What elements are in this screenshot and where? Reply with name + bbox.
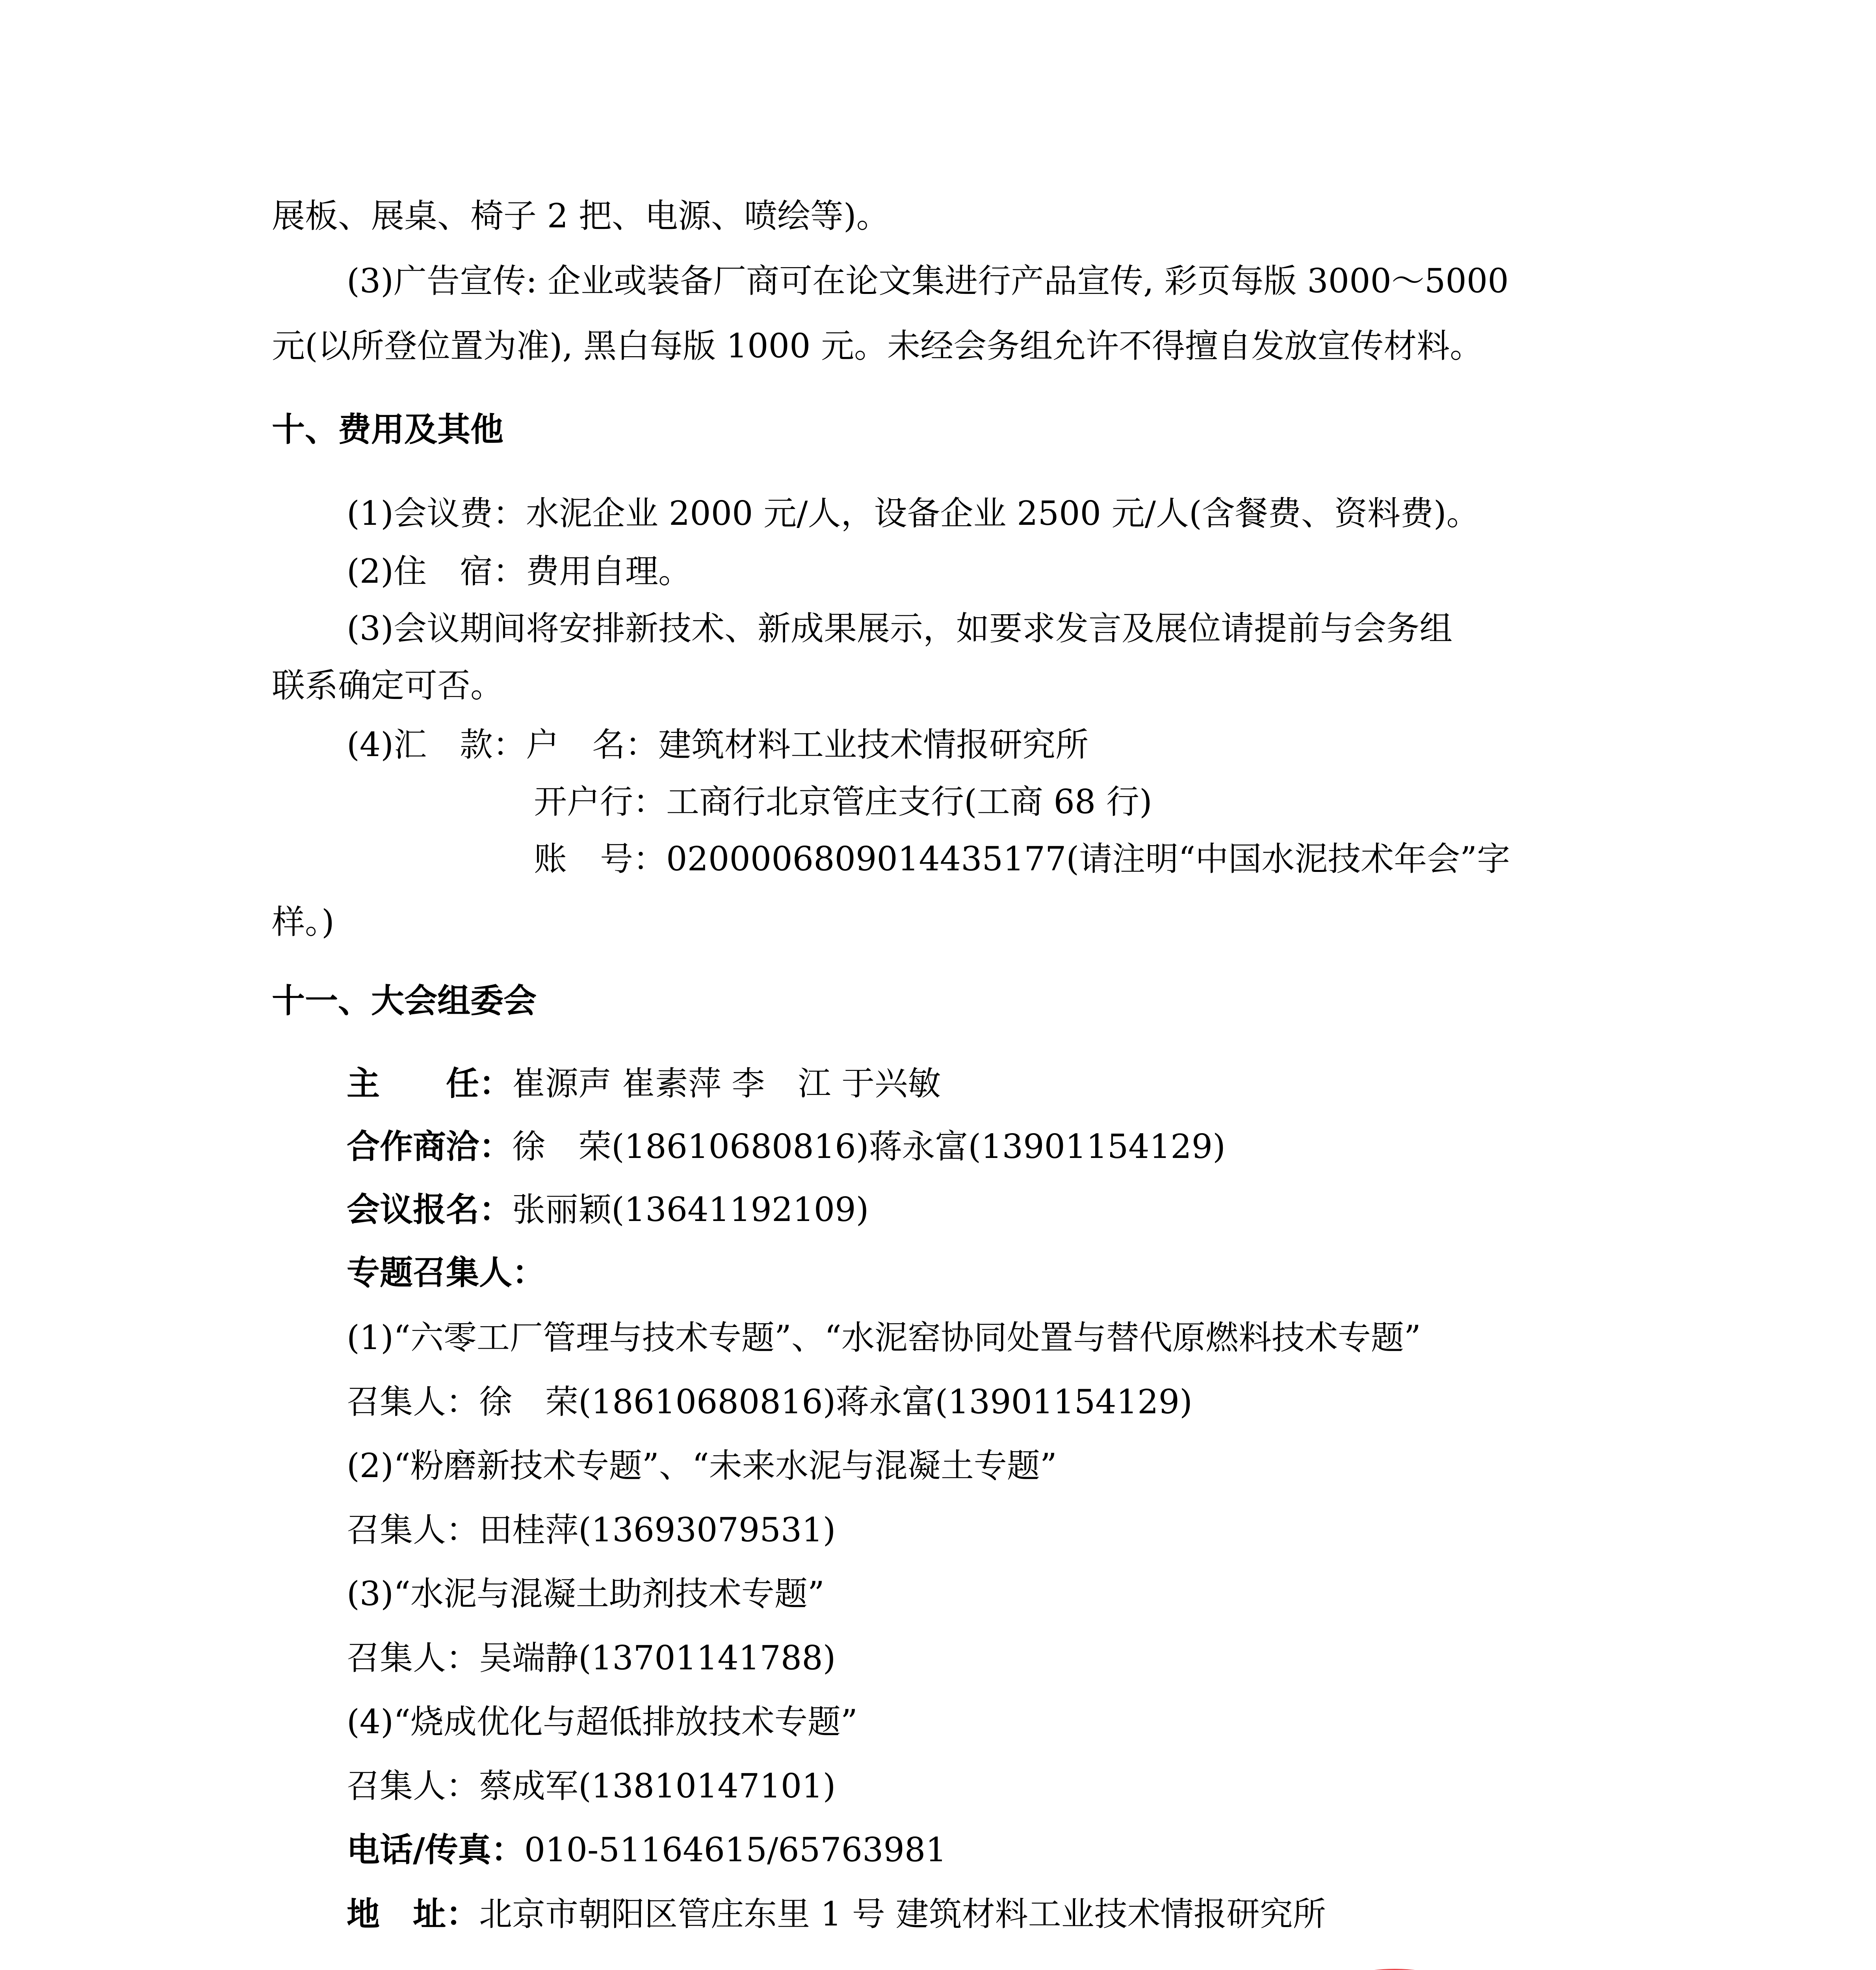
official-seal-stamp: [1213, 1962, 1576, 1970]
registration-row: [347, 1190, 869, 1229]
chair-label: 主 任：: [347, 1064, 513, 1103]
display-line-1: (3)会议期间将安排新技术、新成果展示，如要求发言及展位请提前与会务组: [347, 609, 1453, 648]
phone-row: [347, 1830, 947, 1870]
phone-value: 010-51164615/65763981: [524, 1831, 947, 1869]
ad-line-2: 元(以所登位置为准), 黑白每版 1000 元。未经会务组允许不得擅自发放宣传材料。: [272, 327, 1483, 365]
topic-1: (1)“六零工厂管理与技术专题”、“水泥窑协同处置与替代原燃料技术专题”: [347, 1318, 1421, 1357]
section10-heading: 十、费用及其他: [272, 410, 504, 449]
address-label: 地 址：: [347, 1895, 479, 1933]
section11-heading: 十一、大会组委会: [272, 981, 537, 1020]
registration-label: 会议报名：: [347, 1190, 513, 1229]
coop-row: [347, 1127, 1226, 1166]
topic-2-convener: 召集人：田桂萍(13693079531): [347, 1511, 836, 1549]
coop-value: 徐 荣(18610680816)蒋永富(13901154129): [512, 1127, 1226, 1166]
address-value: 北京市朝阳区管庄东里 1 号 建筑材料工业技术情报研究所: [479, 1895, 1326, 1933]
display-line-2: 联系确定可否。: [272, 666, 504, 705]
conveners-label: 专题召集人：: [347, 1253, 546, 1292]
remit-bank-line: 开户行：工商行北京管庄支行(工商 68 行): [534, 782, 1152, 821]
address-row: [347, 1894, 1326, 1934]
topic-3-convener: 召集人：吴端静(13701141788): [347, 1639, 836, 1677]
coop-label: 合作商洽：: [347, 1127, 513, 1166]
booth-line-continuation: 展板、展桌、椅子 2 把、电源、喷绘等)。: [272, 197, 890, 235]
ad-line-1: (3)广告宣传: 企业或装备厂商可在论文集进行产品宣传, 彩页每版 3000～5000: [347, 262, 1509, 300]
chair-row: [347, 1064, 941, 1103]
fee-line: (1)会议费：水泥企业 2000 元/人，设备企业 2500 元/人(含餐费、资料费)。: [347, 494, 1480, 533]
topic-4-convener: 召集人：蔡成军(13810147101): [347, 1767, 836, 1805]
remit-account-line: 账 号：0200006809014435177(请注明“中国水泥技术年会”字: [534, 840, 1510, 878]
registration-value: 张丽颖(13641192109): [512, 1190, 869, 1229]
chair-value: 崔源声 崔素萍 李 江 于兴敏: [512, 1064, 941, 1103]
lodging-line: (2)住 宿：费用自理。: [347, 552, 691, 591]
topic-4: (4)“烧成优化与超低排放技术专题”: [347, 1702, 858, 1741]
topic-3: (3)“水泥与混凝土助剂技术专题”: [347, 1574, 825, 1613]
topic-1-conveners: 召集人：徐 荣(18610680816)蒋永富(13901154129): [347, 1383, 1192, 1421]
remit-name-line: (4)汇 款：户 名：建筑材料工业技术情报研究所: [347, 725, 1088, 764]
phone-label: 电话/传真：: [347, 1831, 524, 1869]
remit-account-continuation: 样。): [272, 903, 334, 941]
topic-2: (2)“粉磨新技术专题”、“未来水泥与混凝土专题”: [347, 1446, 1057, 1485]
